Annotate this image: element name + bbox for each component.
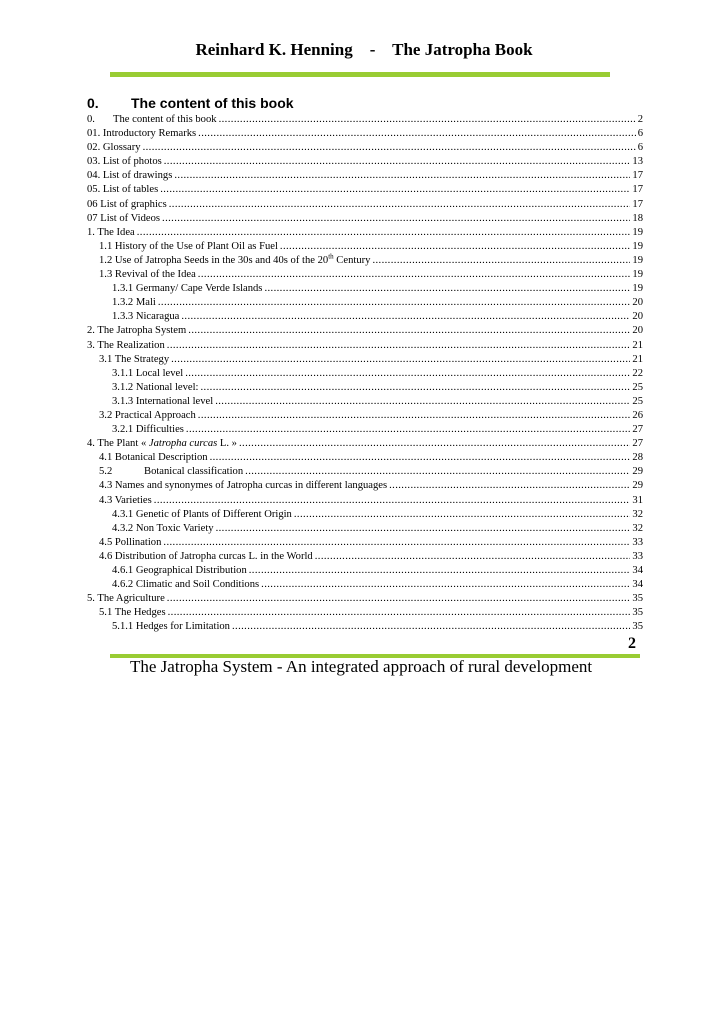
toc-entry-page: 32 bbox=[632, 522, 643, 534]
toc-entry[interactable] bbox=[87, 353, 643, 367]
toc-entry[interactable] bbox=[87, 310, 643, 324]
toc-entry-title: 3.1 The Strategy bbox=[99, 353, 170, 365]
toc-entry[interactable] bbox=[87, 282, 643, 296]
toc-leader bbox=[181, 310, 630, 324]
toc-entry-page: 25 bbox=[632, 395, 643, 407]
toc-entry-number: 5.2 bbox=[99, 466, 113, 478]
toc-entry-page: 31 bbox=[632, 494, 643, 506]
toc-entry[interactable] bbox=[87, 296, 643, 310]
toc-entry-page: 32 bbox=[632, 508, 643, 520]
toc-leader bbox=[389, 479, 630, 493]
toc-leader bbox=[167, 339, 631, 353]
toc-entry-title: 1.1 History of the Use of Plant Oil as Fuel bbox=[99, 240, 278, 252]
toc-entry[interactable] bbox=[87, 494, 643, 508]
toc-entry-page: 29 bbox=[632, 480, 643, 492]
toc-entry-title-after: Century bbox=[333, 254, 371, 266]
toc-entry[interactable] bbox=[87, 113, 643, 127]
toc-entry[interactable] bbox=[87, 381, 643, 395]
toc-entry-page: 13 bbox=[632, 156, 643, 168]
toc-entry[interactable] bbox=[87, 226, 643, 240]
toc-leader bbox=[261, 578, 630, 592]
toc-entry[interactable] bbox=[87, 578, 643, 592]
toc-entry-title: 3.1.2 National level: bbox=[112, 381, 199, 393]
toc-leader bbox=[210, 451, 631, 465]
toc-entry[interactable] bbox=[87, 550, 643, 564]
toc-entry[interactable] bbox=[87, 409, 643, 423]
toc-entry-page: 27 bbox=[632, 424, 643, 436]
toc-leader bbox=[239, 437, 630, 451]
toc-entry-page: 20 bbox=[632, 297, 643, 309]
section-heading-title: The content of this book bbox=[131, 95, 294, 111]
toc-entry-title: 4.6.2 Climatic and Soil Conditions bbox=[112, 579, 260, 591]
toc-leader bbox=[163, 536, 630, 550]
toc-leader bbox=[201, 381, 631, 395]
toc-leader bbox=[158, 296, 631, 310]
toc-entry-page: 19 bbox=[632, 226, 643, 238]
toc-entry-page: 22 bbox=[632, 367, 643, 379]
toc-entry[interactable] bbox=[87, 479, 643, 493]
header-author: Reinhard K. Henning bbox=[195, 40, 353, 59]
toc-entry-number: 0. bbox=[87, 114, 95, 125]
toc-entry-superscript: th bbox=[328, 252, 334, 261]
toc-entry-page: 34 bbox=[632, 565, 643, 576]
toc-entry-title: Botanical classification bbox=[144, 466, 244, 478]
toc-leader bbox=[249, 564, 631, 578]
toc-entry[interactable] bbox=[87, 367, 643, 381]
toc-entry-italic: Jatropha curcas bbox=[148, 438, 218, 450]
toc-leader bbox=[216, 522, 631, 536]
toc-leader bbox=[198, 409, 631, 423]
toc-entry-page: 17 bbox=[632, 184, 643, 196]
section-heading-number: 0. bbox=[87, 95, 99, 111]
toc-entry-page: 19 bbox=[632, 254, 643, 266]
toc-entry-title: 3.1.1 Local level bbox=[112, 367, 184, 379]
toc-entry[interactable] bbox=[87, 339, 643, 353]
toc-entry-page: 21 bbox=[632, 339, 643, 351]
toc-leader bbox=[174, 169, 630, 183]
toc-entry-page: 35 bbox=[632, 607, 643, 619]
toc-leader bbox=[167, 592, 631, 606]
toc-entry[interactable] bbox=[87, 564, 643, 578]
toc-entry-title: 4.3 Varieties bbox=[99, 494, 152, 506]
toc-leader bbox=[372, 254, 630, 268]
toc-entry-page: 29 bbox=[632, 466, 643, 478]
toc-entry-page: 25 bbox=[632, 381, 643, 393]
toc-entry[interactable] bbox=[87, 324, 643, 338]
toc-entry-title: 2. The Jatropha System bbox=[87, 325, 187, 337]
toc-leader bbox=[160, 183, 630, 197]
toc-leader bbox=[219, 113, 636, 127]
toc-entry-page: 19 bbox=[632, 283, 643, 295]
toc-entry-title: 5.1.1 Hedges for Limitation bbox=[112, 621, 230, 633]
toc-entry-title: 1.3.3 Nicaragua bbox=[112, 311, 180, 323]
toc-entry[interactable] bbox=[87, 212, 643, 226]
toc-entry[interactable] bbox=[87, 268, 643, 282]
toc-entry[interactable] bbox=[87, 620, 643, 634]
toc-entry-page: 19 bbox=[632, 240, 643, 252]
toc-entry-page: 19 bbox=[632, 269, 643, 281]
toc-entry-title: 05. List of tables bbox=[87, 184, 159, 196]
toc-entry-title: 04. List of drawings bbox=[87, 170, 173, 182]
toc-entry-title: 3. The Realization bbox=[87, 339, 165, 351]
toc-entry-page: 18 bbox=[632, 212, 643, 224]
toc-entry-title: 07 List of Videos bbox=[87, 212, 161, 224]
toc-entry-page: 33 bbox=[632, 536, 643, 548]
toc-entry-title: 4.3.1 Genetic of Plants of Different Origin bbox=[112, 508, 292, 520]
running-footer: The Jatropha System - An integrated approach of rural development bbox=[130, 657, 593, 676]
toc-leader bbox=[188, 324, 630, 338]
toc-leader bbox=[232, 620, 630, 634]
toc-entry-title: 3.1.3 International level bbox=[112, 395, 214, 407]
toc-entry[interactable] bbox=[87, 437, 643, 451]
toc-entry[interactable] bbox=[87, 536, 643, 550]
header-separator: - bbox=[369, 40, 376, 59]
toc-entry-title: 06 List of graphics bbox=[87, 198, 167, 210]
toc-entry-page: 34 bbox=[632, 579, 643, 591]
toc-entry-page: 35 bbox=[632, 593, 643, 605]
toc-entry-page: 35 bbox=[632, 621, 643, 633]
toc-entry-title-after: L. » bbox=[217, 438, 237, 450]
toc-entry[interactable] bbox=[87, 169, 643, 183]
toc-entry[interactable] bbox=[87, 451, 643, 465]
toc-entry-title: 03. List of photos bbox=[87, 156, 162, 168]
toc-leader bbox=[198, 268, 631, 282]
toc-entry-title: 01. Introductory Remarks bbox=[87, 128, 197, 140]
toc-leader bbox=[185, 367, 630, 381]
toc-entry[interactable] bbox=[87, 465, 643, 479]
toc-entry-page: 26 bbox=[632, 409, 643, 421]
toc-entry-title: 1.3.2 Mali bbox=[112, 297, 156, 309]
toc-entry-title: The content of this book bbox=[113, 114, 217, 125]
toc-entry-page: 6 bbox=[637, 142, 643, 154]
toc-entry-page: 2 bbox=[637, 114, 643, 125]
toc-entry-title: 1.2 Use of Jatropha Seeds in the 30s and 40s of the 20 bbox=[99, 254, 329, 266]
toc-entry[interactable] bbox=[87, 240, 643, 254]
toc-leader bbox=[215, 395, 630, 409]
toc-leader bbox=[315, 550, 631, 564]
toc-entry-title: 4.6 Distribution of Jatropha curcas L. in the World bbox=[99, 550, 313, 562]
toc-leader bbox=[186, 423, 631, 437]
toc-entry-page: 21 bbox=[632, 353, 643, 365]
toc-entry-page: 20 bbox=[632, 311, 643, 323]
toc-entry-page: 27 bbox=[632, 438, 643, 450]
toc-entry-page: 17 bbox=[632, 198, 643, 210]
toc-entry[interactable] bbox=[87, 141, 643, 155]
toc-entry-title: 4.3.2 Non Toxic Variety bbox=[112, 522, 214, 534]
toc-entry-title: 4. The Plant « bbox=[87, 438, 149, 450]
toc-entry-page: 20 bbox=[632, 325, 643, 337]
toc-entry-title: 5. The Agriculture bbox=[87, 593, 165, 605]
toc-entry-page: 17 bbox=[632, 170, 643, 182]
section-heading bbox=[87, 95, 294, 111]
toc-leader bbox=[143, 141, 636, 155]
toc-entry-title: 02. Glossary bbox=[87, 142, 141, 154]
toc-leader bbox=[294, 508, 631, 522]
toc-entry-title: 4.3 Names and synonymes of Jatropha curcas in different languages bbox=[99, 480, 388, 492]
toc-entry-title: 4.6.1 Geographical Distribution bbox=[112, 565, 247, 576]
toc-entry-title: 4.1 Botanical Description bbox=[99, 452, 208, 464]
toc-entry-title: 3.2 Practical Approach bbox=[99, 409, 196, 421]
header-book-title: The Jatropha Book bbox=[392, 40, 533, 59]
toc-entry[interactable] bbox=[87, 592, 643, 606]
page-number: 2 bbox=[628, 635, 636, 652]
toc-entry-page: 6 bbox=[637, 128, 643, 140]
toc-entry[interactable] bbox=[87, 254, 643, 268]
toc-entry-title: 4.5 Pollination bbox=[99, 536, 162, 548]
toc-entry[interactable] bbox=[87, 522, 643, 536]
toc-leader bbox=[245, 465, 630, 479]
toc-leader bbox=[171, 353, 630, 367]
toc-entry[interactable] bbox=[87, 183, 643, 197]
toc-entry[interactable] bbox=[87, 155, 643, 169]
toc-entry[interactable] bbox=[87, 606, 643, 620]
toc-entry-title: 1.3.1 Germany/ Cape Verde Islands bbox=[112, 283, 263, 295]
toc-entry-title: 5.1 The Hedges bbox=[99, 607, 166, 619]
toc-leader bbox=[162, 212, 630, 226]
toc-leader bbox=[264, 282, 630, 296]
toc-entry[interactable] bbox=[87, 198, 643, 212]
toc-entry-title: 3.2.1 Difficulties bbox=[112, 424, 184, 436]
toc-leader bbox=[169, 198, 631, 212]
toc-leader bbox=[168, 606, 631, 620]
toc-leader bbox=[164, 155, 631, 169]
toc-entry-page: 33 bbox=[632, 550, 643, 562]
toc-entry-title: 1.3 Revival of the Idea bbox=[99, 269, 196, 281]
running-header bbox=[0, 40, 728, 60]
table-of-contents bbox=[87, 113, 643, 634]
toc-entry[interactable] bbox=[87, 395, 643, 409]
toc-entry[interactable] bbox=[87, 423, 643, 437]
toc-entry[interactable] bbox=[87, 508, 643, 522]
toc-leader bbox=[137, 226, 631, 240]
toc-entry[interactable] bbox=[87, 127, 643, 141]
toc-leader bbox=[154, 494, 631, 508]
header-rule bbox=[110, 72, 610, 77]
toc-entry-title: 1. The Idea bbox=[87, 226, 135, 238]
toc-leader bbox=[198, 127, 636, 141]
toc-entry-page: 28 bbox=[632, 452, 643, 464]
